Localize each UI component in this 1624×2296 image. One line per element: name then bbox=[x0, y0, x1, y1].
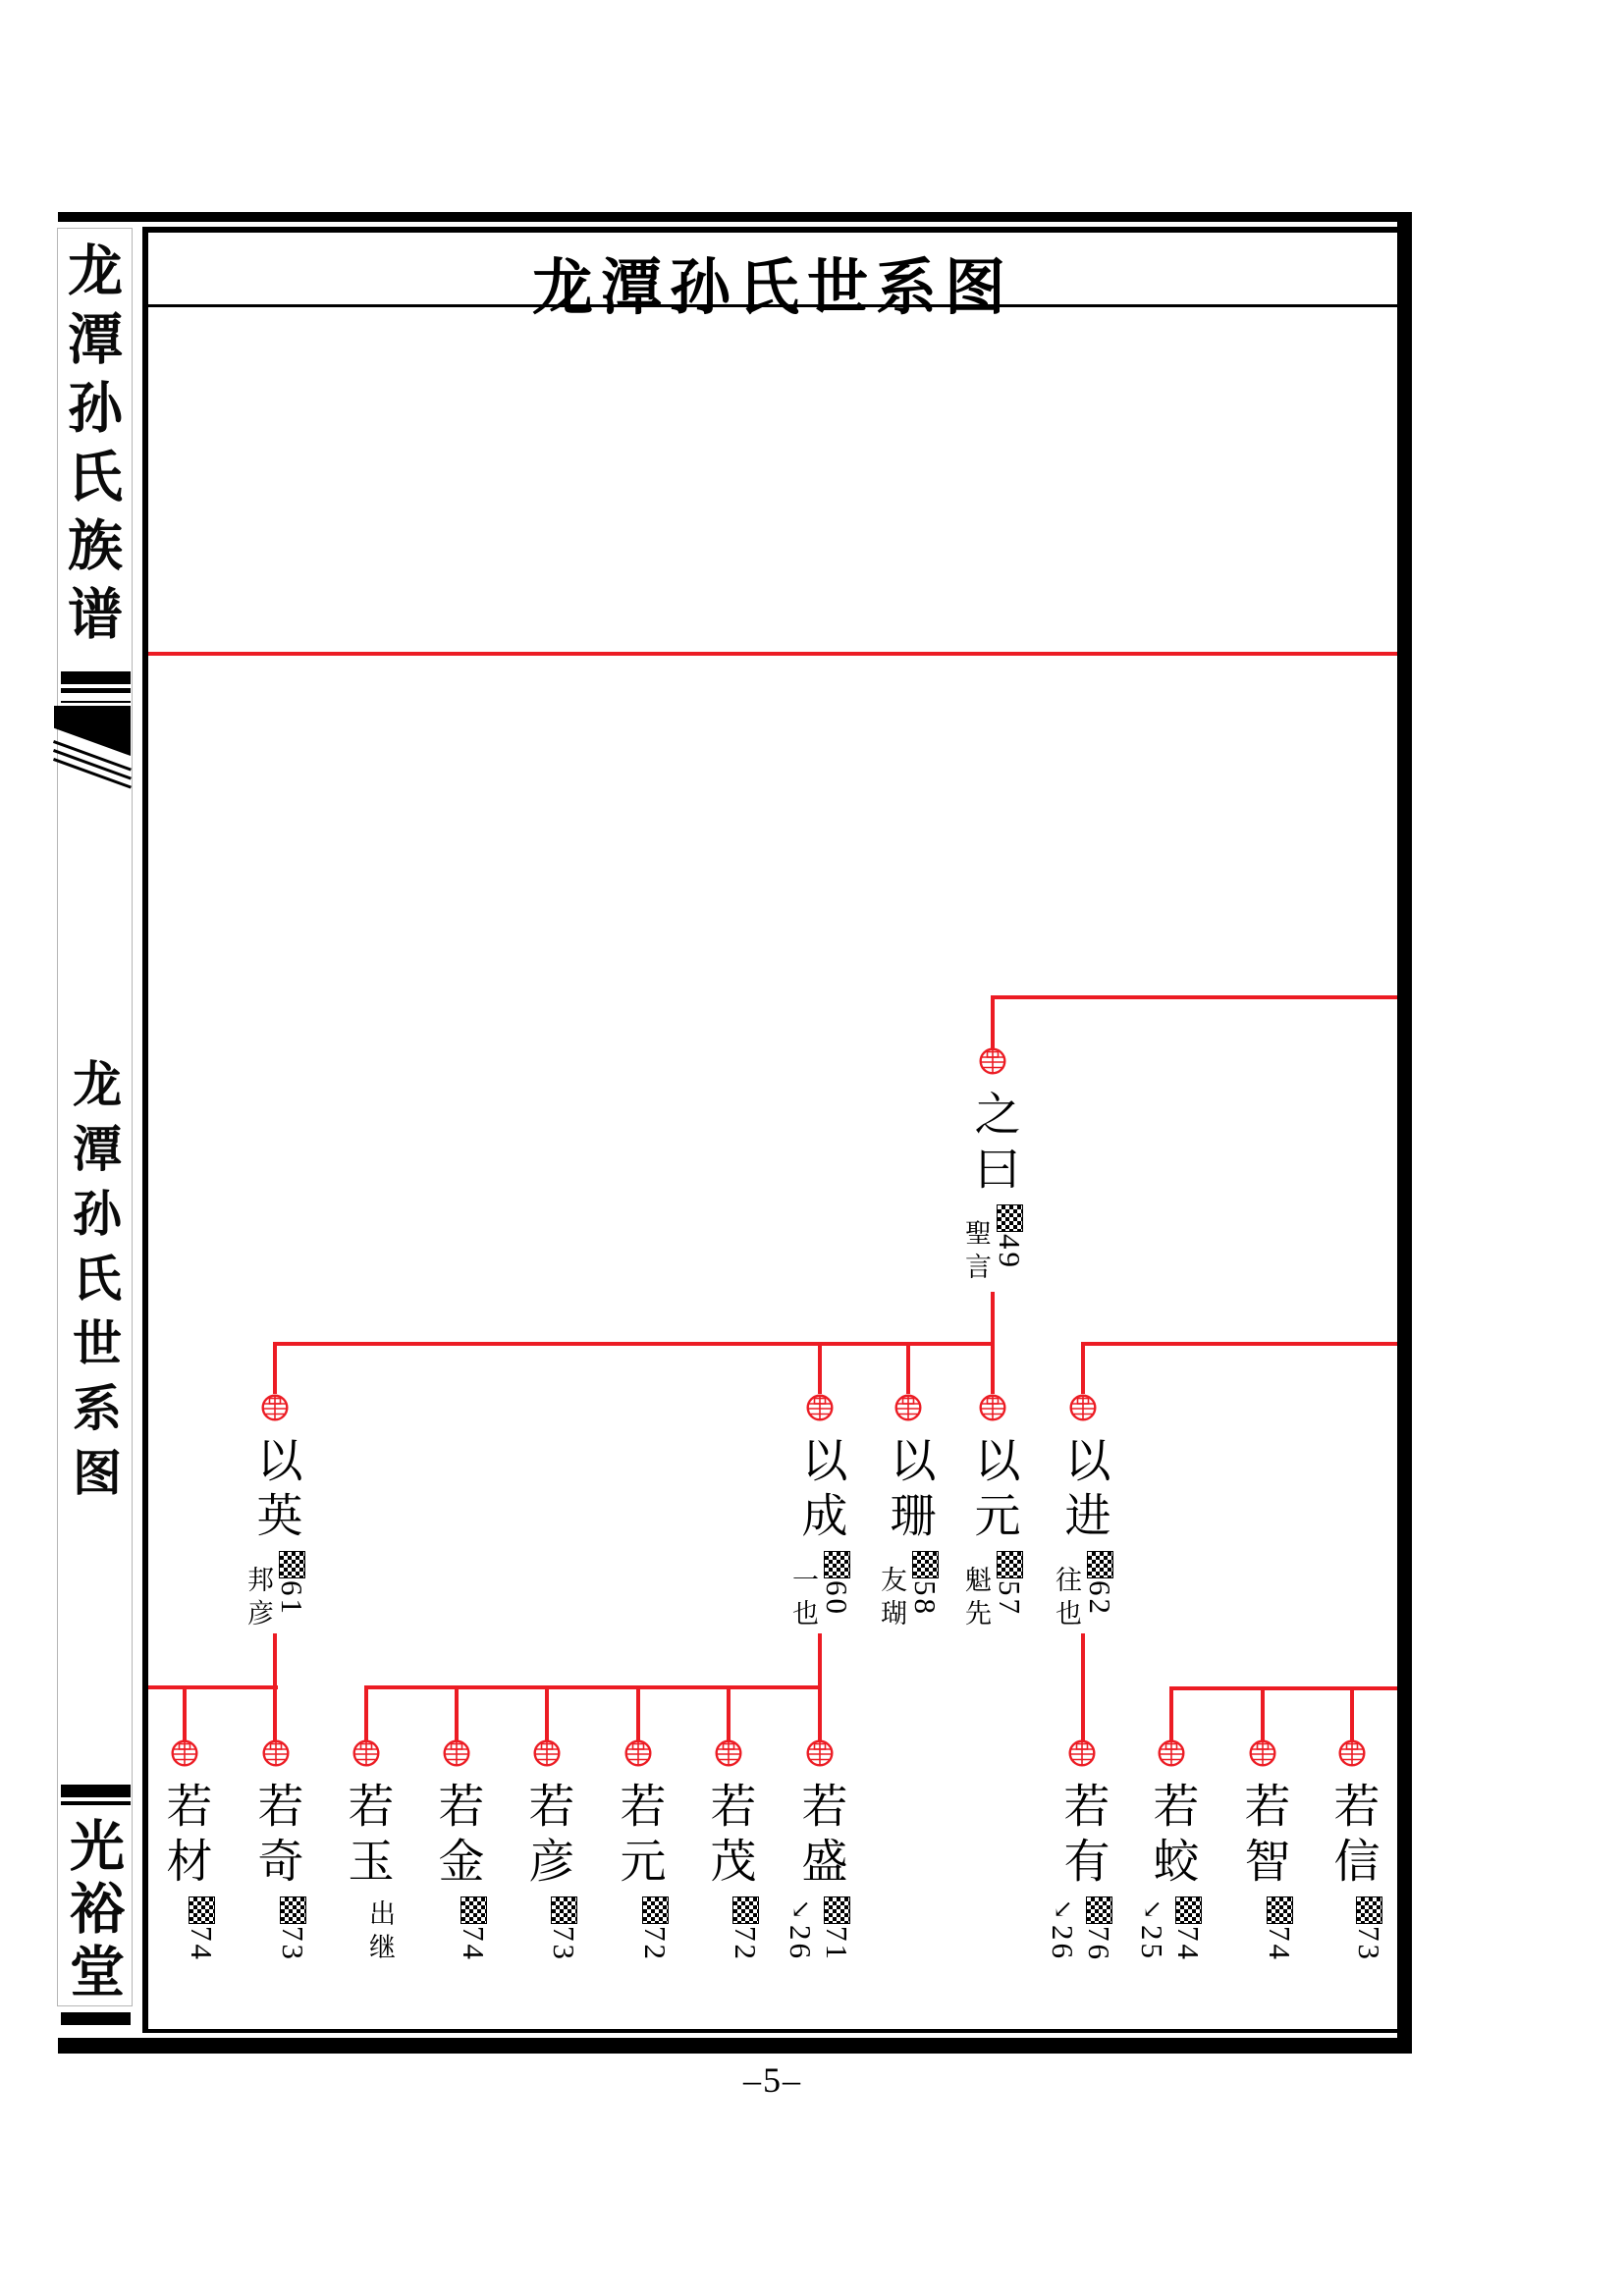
clan-seal-icon bbox=[171, 1739, 198, 1767]
tree-node bbox=[206, 1394, 344, 1682]
connector-line bbox=[1169, 1690, 1173, 1741]
person-name: 若彦 bbox=[521, 1782, 573, 1892]
clan-seal-icon bbox=[979, 1047, 1006, 1075]
generation-number: 74 bbox=[1263, 1926, 1297, 1962]
generation-number: 61 bbox=[275, 1580, 309, 1617]
tree-node bbox=[1014, 1394, 1152, 1682]
sidebar-chart-title: 龙潭孙氏世系图 bbox=[66, 1058, 121, 1512]
sidebar-hall-name: 光裕堂 bbox=[62, 1817, 123, 2005]
generation-number-column bbox=[1085, 1552, 1115, 1617]
connector-line-siblings bbox=[148, 1685, 278, 1689]
person-name: 若茂 bbox=[703, 1782, 755, 1892]
generation-number: 49 bbox=[993, 1234, 1027, 1270]
connector-line bbox=[1261, 1690, 1265, 1741]
person-name: 以进 bbox=[1057, 1436, 1110, 1546]
person-annotation bbox=[1283, 1897, 1421, 2027]
generation-number: 74 bbox=[457, 1926, 491, 1962]
page-number: –5– bbox=[743, 2060, 802, 2100]
generation-number: 73 bbox=[1352, 1926, 1386, 1962]
connector-line bbox=[727, 1689, 731, 1741]
connector-line bbox=[1081, 1346, 1085, 1394]
generation-number: 72 bbox=[729, 1926, 763, 1962]
generation-number-column bbox=[277, 1552, 307, 1617]
sidebar-book-title: 龙潭孙氏族谱 bbox=[60, 241, 121, 654]
courtesy-name: 友瑚 bbox=[877, 1566, 906, 1632]
generation-number: 73 bbox=[276, 1926, 310, 1962]
page-title: 龙潭孙氏世系图 bbox=[531, 255, 1013, 322]
connector-line-siblings bbox=[364, 1685, 822, 1689]
missing-glyph-block-icon bbox=[1088, 1552, 1112, 1577]
connector-line bbox=[991, 1346, 995, 1394]
tree-node bbox=[1283, 1739, 1421, 2027]
cross-reference-page: 25 bbox=[1135, 1925, 1169, 1961]
missing-glyph-block-icon bbox=[998, 1205, 1022, 1231]
page-top-bar bbox=[58, 212, 1412, 222]
connector-line bbox=[1081, 1342, 1397, 1346]
person-name: 若奇 bbox=[250, 1782, 302, 1892]
courtesy-name: 聖言 bbox=[961, 1219, 991, 1286]
cross-reference-arrow-icon: ↙ bbox=[1053, 1896, 1073, 1923]
connector-line bbox=[273, 1346, 277, 1394]
sidebar-divider-bar bbox=[61, 701, 131, 703]
clan-seal-icon bbox=[1338, 1739, 1366, 1767]
person-name: 之曰 bbox=[967, 1090, 1019, 1200]
person-annotation bbox=[751, 1897, 889, 2027]
person-name: 以元 bbox=[967, 1436, 1019, 1546]
sidebar-divider-bar bbox=[61, 688, 131, 693]
generation-number-column bbox=[1354, 1897, 1384, 1962]
connector-line-top bbox=[148, 652, 1397, 656]
tree-node bbox=[751, 1739, 889, 2027]
person-name: 若盛 bbox=[794, 1782, 846, 1892]
clan-seal-icon bbox=[624, 1739, 652, 1767]
connector-line bbox=[455, 1689, 459, 1741]
connector-line bbox=[1350, 1690, 1354, 1741]
generation-number: 72 bbox=[638, 1926, 673, 1962]
person-annotation bbox=[206, 1552, 344, 1682]
generation-number: 60 bbox=[820, 1580, 854, 1617]
generation-number: 58 bbox=[908, 1580, 943, 1617]
missing-glyph-block-icon bbox=[825, 1897, 849, 1923]
generation-number: 71 bbox=[820, 1926, 854, 1962]
clan-seal-icon bbox=[443, 1739, 470, 1767]
person-annotation bbox=[924, 1205, 1061, 1335]
connector-line bbox=[906, 1346, 910, 1394]
person-name: 若有 bbox=[1056, 1782, 1109, 1892]
connector-line-siblings bbox=[1169, 1686, 1397, 1690]
generation-number: 57 bbox=[993, 1580, 1027, 1617]
cross-reference-page: 26 bbox=[784, 1925, 818, 1961]
missing-glyph-block-icon bbox=[1357, 1897, 1381, 1923]
generation-number-column bbox=[822, 1897, 852, 1962]
clan-seal-icon bbox=[1158, 1739, 1185, 1767]
person-name: 以成 bbox=[794, 1436, 846, 1546]
generation-number: 74 bbox=[1171, 1926, 1206, 1962]
page-bottom-bar bbox=[58, 2038, 1412, 2054]
clan-seal-icon bbox=[1069, 1394, 1097, 1421]
connector-line bbox=[364, 1689, 368, 1741]
tree-node bbox=[924, 1047, 1061, 1335]
clan-seal-icon bbox=[894, 1394, 922, 1421]
clan-seal-icon bbox=[1068, 1739, 1096, 1767]
courtesy-name: 魁先 bbox=[961, 1566, 991, 1632]
clan-seal-icon bbox=[1249, 1739, 1276, 1767]
clan-seal-icon bbox=[261, 1394, 289, 1421]
generation-number: 73 bbox=[547, 1926, 581, 1962]
courtesy-name: 邦彦 bbox=[244, 1566, 273, 1632]
person-name: 若玉 bbox=[341, 1782, 393, 1892]
connector-line bbox=[545, 1689, 549, 1741]
generation-number: 74 bbox=[185, 1926, 219, 1962]
cross-reference-page: 26 bbox=[1046, 1925, 1080, 1961]
person-name: 以英 bbox=[249, 1436, 301, 1546]
clan-seal-icon bbox=[806, 1739, 834, 1767]
connector-line-siblings bbox=[273, 1342, 995, 1346]
clan-seal-icon bbox=[352, 1739, 380, 1767]
connector-line bbox=[818, 1346, 822, 1394]
adoption-note: 出继 bbox=[365, 1899, 395, 1966]
clan-seal-icon bbox=[806, 1394, 834, 1421]
clan-seal-icon bbox=[533, 1739, 561, 1767]
person-name: 若材 bbox=[159, 1782, 211, 1892]
courtesy-name: 一也 bbox=[788, 1566, 818, 1632]
generation-number: 76 bbox=[1082, 1926, 1116, 1962]
sidebar-divider-bar bbox=[61, 671, 131, 684]
person-annotation bbox=[1014, 1552, 1152, 1682]
cross-reference-arrow-icon: ↙ bbox=[1142, 1896, 1163, 1923]
courtesy-name: 往也 bbox=[1052, 1566, 1081, 1632]
cross-reference-column bbox=[1048, 1897, 1078, 1961]
missing-glyph-block-icon bbox=[280, 1552, 304, 1577]
cross-reference-column bbox=[785, 1897, 816, 1961]
person-name: 若智 bbox=[1237, 1782, 1289, 1892]
connector-line bbox=[991, 995, 995, 1050]
generation-number-column bbox=[995, 1205, 1025, 1270]
person-name: 若信 bbox=[1326, 1782, 1379, 1892]
clan-seal-icon bbox=[715, 1739, 742, 1767]
cross-reference-column bbox=[1137, 1897, 1167, 1961]
person-name: 若蛟 bbox=[1146, 1782, 1198, 1892]
cross-reference-arrow-icon: ↙ bbox=[790, 1896, 811, 1923]
person-name: 若金 bbox=[431, 1782, 483, 1892]
person-name: 若元 bbox=[613, 1782, 665, 1892]
connector-line bbox=[991, 995, 1397, 999]
clan-seal-icon bbox=[979, 1394, 1006, 1421]
generation-number: 62 bbox=[1083, 1580, 1117, 1617]
clan-seal-icon bbox=[262, 1739, 290, 1767]
connector-line bbox=[636, 1689, 640, 1741]
connector-line bbox=[183, 1689, 187, 1741]
person-name: 以珊 bbox=[883, 1436, 935, 1546]
